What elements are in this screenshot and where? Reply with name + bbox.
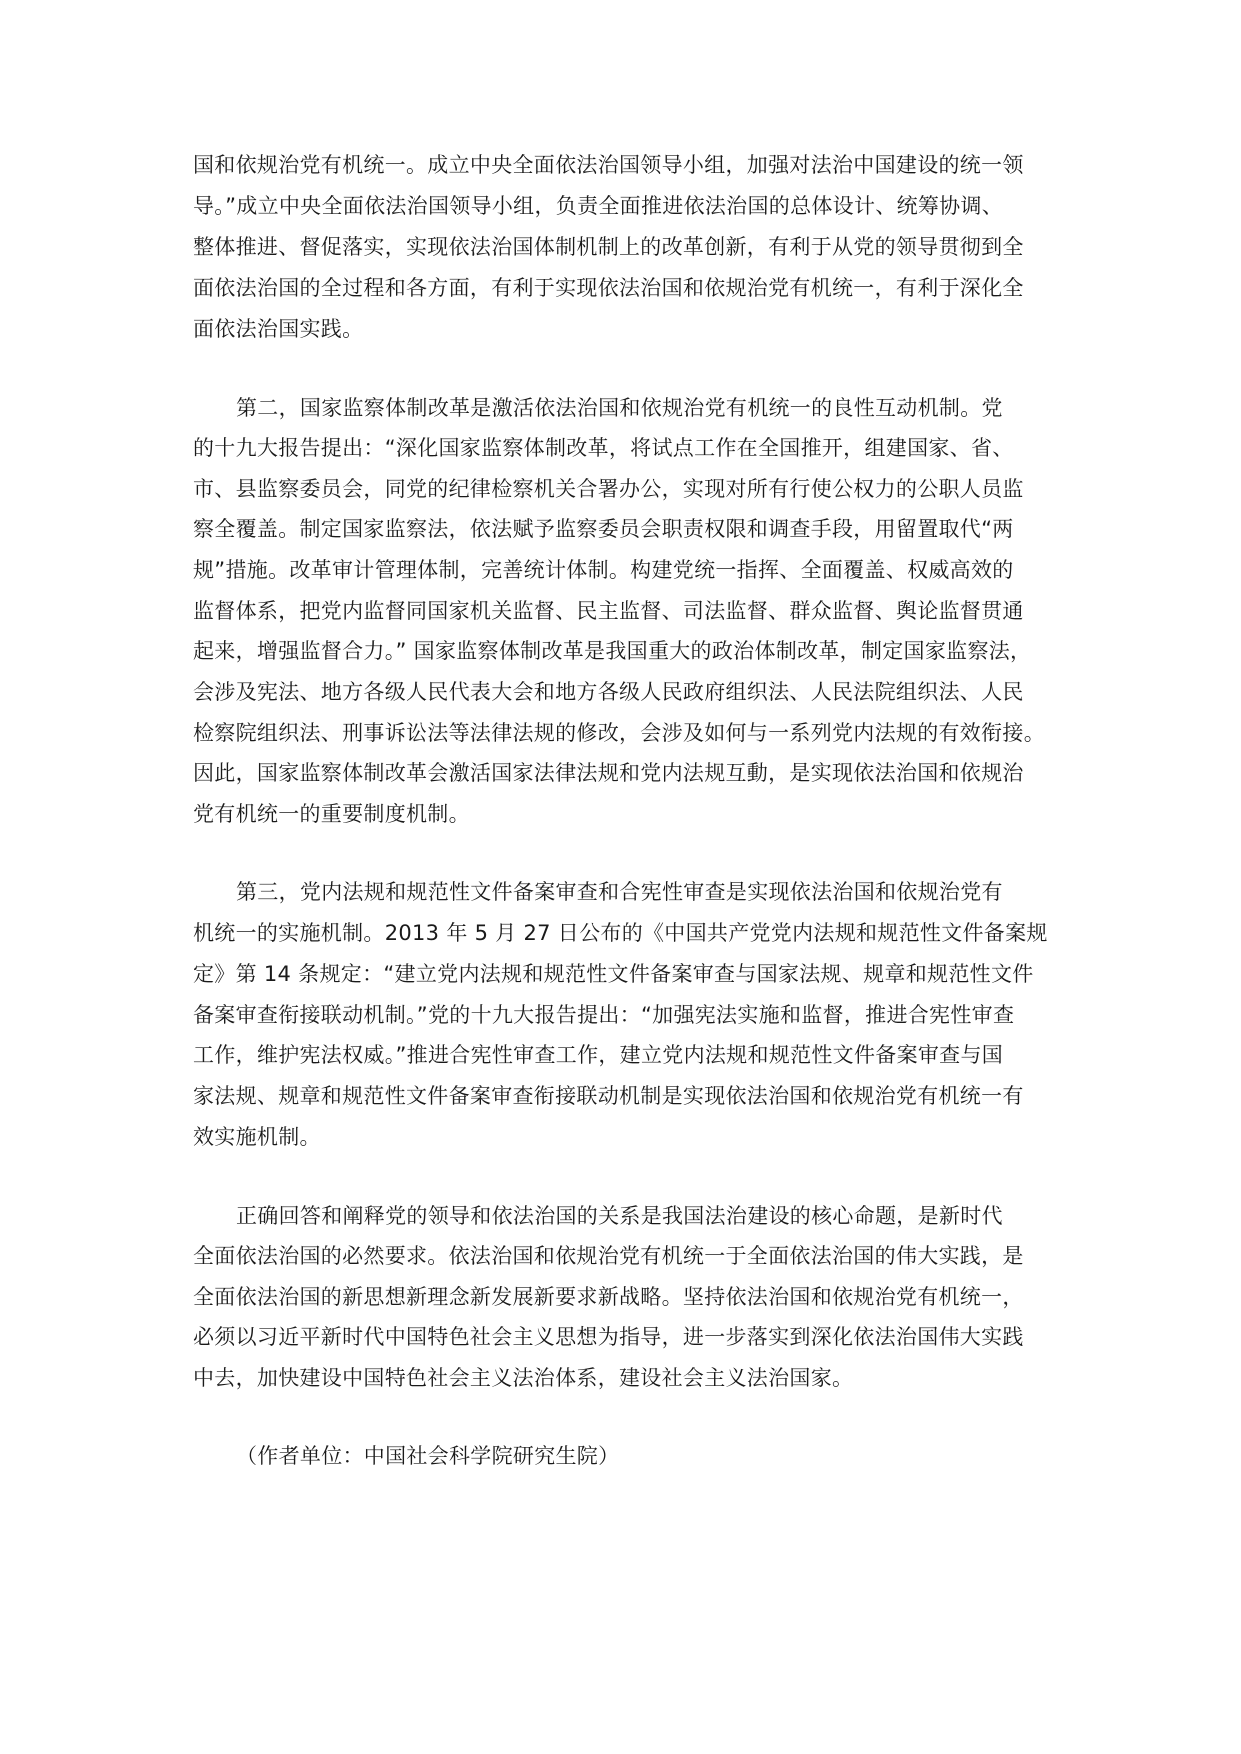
paragraph-1-line-5: 面依法治国实践。	[193, 317, 364, 341]
paragraph-3-line-6: 家法规、规章和规范性文件备案审查衔接联动机制是实现依法治国和依规治党有机统一有	[193, 1084, 1024, 1108]
paragraph-3-line-3: 定》第 14 条规定：“建立党内法规和规范性文件备案审查与国家法规、规章和规范性文件	[193, 962, 1034, 986]
paragraph-4-line-2: 全面依法治国的必然要求。依法治国和依规治党有机统一于全面依法治国的伟大实践，是	[193, 1244, 1024, 1268]
author-affiliation-note: （作者单位：中国社会科学院研究生院）	[236, 1444, 620, 1468]
paragraph-2-line-8: 会涉及宪法、地方各级人民代表大会和地方各级人民政府组织法、人民法院组织法、人民	[193, 680, 1024, 704]
paragraph-2-line-4: 察全覆盖。制定国家监察法，依法赋予监察委员会职责权限和调查手段，用留置取代“两	[193, 517, 1014, 541]
paragraph-2-line-3: 市、县监察委员会，同党的纪律检察机关合署办公，实现对所有行使公权力的公职人员监	[193, 477, 1024, 501]
paragraph-1-line-2: 导。”成立中央全面依法治国领导小组，负责全面推进依法治国的总体设计、统筹协调、	[193, 194, 1004, 218]
paragraph-4-line-4: 必须以习近平新时代中国特色社会主义思想为指导，进一步落实到深化依法治国伟大实践	[193, 1325, 1024, 1349]
paragraph-2-line-11: 党有机统一的重要制度机制。	[193, 802, 470, 826]
paragraph-1-line-1: 国和依规治党有机统一。成立中央全面依法治国领导小组，加强对法治中国建设的统一领	[193, 153, 1024, 177]
paragraph-3-line-5: 工作，维护宪法权威。”推进合宪性审查工作，建立党内法规和规范性文件备案审查与国	[193, 1043, 1004, 1067]
paragraph-3-line-2: 机统一的实施机制。2013 年 5 月 27 日公布的《中国共产党党内法规和规范性文件备案规	[193, 921, 1048, 945]
paragraph-2-line-10: 因此，国家监察体制改革会激活国家法律法规和党内法规互動，是实现依法治国和依规治	[193, 761, 1024, 785]
paragraph-4-line-1: 正确回答和阐释党的领导和依法治国的关系是我国法治建设的核心命题，是新时代	[236, 1204, 1003, 1228]
paragraph-1-line-4: 面依法治国的全过程和各方面，有利于实现依法治国和依规治党有机统一，有利于深化全	[193, 276, 1024, 300]
paragraph-4-line-3: 全面依法治国的新思想新理念新发展新要求新战略。坚持依法治国和依规治党有机统一，	[193, 1285, 1024, 1309]
paragraph-4-line-5: 中去，加快建设中国特色社会主义法治体系，建设社会主义法治国家。	[193, 1366, 854, 1390]
paragraph-3-line-1: 第三，党内法规和规范性文件备案审查和合宪性审查是实现依法治国和依规治党有	[236, 880, 1003, 904]
paragraph-2-line-5: 规”措施。改革审计管理体制，完善统计体制。构建党统一指挥、全面覆盖、权威高效的	[193, 558, 1014, 582]
paragraph-2-line-2: 的十九大报告提出：“深化国家监察体制改革，将试点工作在全国推开，组建国家、省、	[193, 436, 1014, 460]
paragraph-3-line-4: 备案审查衔接联动机制。”党的十九大报告提出：“加强宪法实施和监督，推进合宪性审查	[193, 1003, 1015, 1027]
paragraph-2-line-9: 检察院组织法、刑事诉讼法等法律法规的修改，会涉及如何与一系列党内法规的有效衔接。	[193, 721, 1045, 745]
paragraph-2-line-7: 起来，增强监督合力。” 国家监察体制改革是我国重大的政治体制改革，制定国家监察法，	[193, 639, 1032, 663]
paragraph-2-line-6: 监督体系，把党内监督同国家机关监督、民主监督、司法监督、群众监督、舆论监督贯通	[193, 599, 1024, 623]
paragraph-2-line-1: 第二，国家监察体制改革是激活依法治国和依规治党有机统一的良性互动机制。党	[236, 396, 1003, 420]
paragraph-1-line-3: 整体推进、督促落实，实现依法治国体制机制上的改革创新，有利于从党的领导贯彻到全	[193, 235, 1024, 259]
paragraph-3-line-7: 效实施机制。	[193, 1125, 321, 1149]
